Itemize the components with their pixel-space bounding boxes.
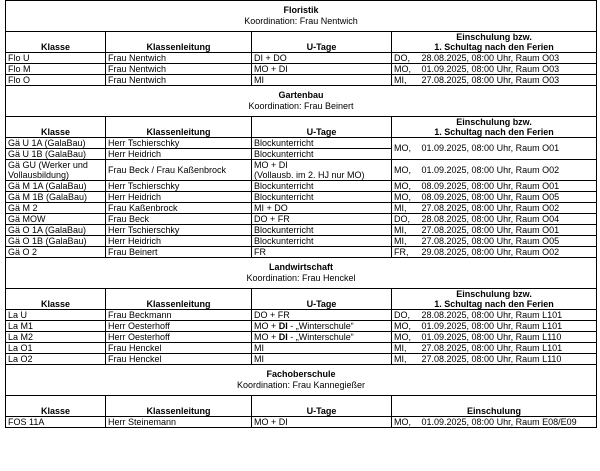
cell-klasse: Gä O 1B (GalaBau) xyxy=(6,236,106,247)
cell-weekday-merged: MO, xyxy=(392,138,420,160)
cell-date: 27.08.2025, 08:00 Uhr, Raum L110 xyxy=(420,354,597,365)
cell-date: 27.08.2025, 08:00 Uhr, Raum L101 xyxy=(420,343,597,354)
cell-utage: FR xyxy=(252,247,392,258)
cell-klasse: La M2 xyxy=(6,332,106,343)
header-klasse: Klasse xyxy=(6,289,106,310)
cell-klasse xyxy=(6,160,106,181)
header-klasse: Klasse xyxy=(6,32,106,53)
cell-weekday: MI, xyxy=(392,203,420,214)
cell-klasse: Gä U 1B (GalaBau) xyxy=(6,149,106,160)
cell-weekday: MO, xyxy=(392,181,420,192)
section-coordination: Koordination: Frau Henckel xyxy=(246,273,356,283)
cell-date: 27.08.2025, 08:00 Uhr, Raum O02 xyxy=(420,203,597,214)
section-title: Gartenbau xyxy=(278,90,324,100)
section-title: Floristik xyxy=(283,5,319,15)
cell-date: 28.08.2025, 08:00 Uhr, Raum O03 xyxy=(420,53,597,64)
cell-klasse: Flo U xyxy=(6,53,106,64)
table-row xyxy=(6,225,597,236)
cell-utage: MI xyxy=(252,343,392,354)
cell-klassenleitung: Herr Tschierschky xyxy=(106,181,252,192)
cell-date: 01.09.2025, 08:00 Uhr, Raum L101 xyxy=(420,321,597,332)
header-einschulung-line1: Einschulung bzw. xyxy=(456,117,532,127)
cell-klassenleitung: Frau Beck xyxy=(106,214,252,225)
cell-weekday: MI, xyxy=(392,75,420,86)
cell-utage: Blockunterricht xyxy=(252,225,392,236)
section-title-cell xyxy=(6,1,597,32)
cell-utage-bold: DI xyxy=(278,320,288,331)
column-header-row xyxy=(6,32,597,53)
table-row xyxy=(6,343,597,354)
cell-date: 01.09.2025, 08:00 Uhr, Raum E08/E09 xyxy=(420,417,597,428)
cell-weekday: MO, xyxy=(392,321,420,332)
table-row xyxy=(6,417,597,428)
cell-weekday: DO, xyxy=(392,53,420,64)
table-row xyxy=(6,321,597,332)
cell-klasse: La M1 xyxy=(6,321,106,332)
cell-utage-pre: MO + xyxy=(254,320,279,331)
cell-weekday: MI, xyxy=(392,354,420,365)
header-utage: U-Tage xyxy=(252,32,392,53)
cell-weekday: DO, xyxy=(392,214,420,225)
section-header-fachoberschule xyxy=(6,365,597,396)
cell-date: 27.08.2025, 08:00 Uhr, Raum O03 xyxy=(420,75,597,86)
cell-klassenleitung: Herr Oesterhoff xyxy=(106,332,252,343)
table-row xyxy=(6,64,597,75)
cell-weekday: FR, xyxy=(392,247,420,258)
header-einschulung-line2: 1. Schultag nach den Ferien xyxy=(434,299,554,309)
cell-klasse-line1: Gä GU (Werker und xyxy=(8,160,88,170)
cell-klassenleitung: Frau Nentwich xyxy=(106,53,252,64)
header-einschulung-line2: 1. Schultag nach den Ferien xyxy=(434,127,554,137)
table-row xyxy=(6,53,597,64)
section-coordination: Koordination: Frau Beinert xyxy=(248,101,354,111)
section-header-gartenbau xyxy=(6,86,597,117)
section-title-cell xyxy=(6,258,597,289)
cell-weekday: MI, xyxy=(392,225,420,236)
cell-klasse: La O1 xyxy=(6,343,106,354)
document-page xyxy=(5,0,596,428)
table-row xyxy=(6,75,597,86)
cell-utage: Blockunterricht xyxy=(252,192,392,203)
cell-klasse: Gä M 2 xyxy=(6,203,106,214)
section-title-cell xyxy=(6,365,597,396)
table-row xyxy=(6,332,597,343)
table-row xyxy=(6,138,597,149)
cell-utage: Blockunterricht xyxy=(252,236,392,247)
section-header-floristik xyxy=(6,1,597,32)
header-klassenleitung: Klassenleitung xyxy=(106,117,252,138)
cell-klassenleitung: Frau Kaßenbrock xyxy=(106,203,252,214)
cell-date: 01.09.2025, 08:00 Uhr, Raum O03 xyxy=(420,64,597,75)
cell-utage-line1: MO + DI xyxy=(254,160,288,170)
column-header-row xyxy=(6,396,597,417)
cell-klassenleitung: Frau Beckmann xyxy=(106,310,252,321)
header-einschulung: Einschulung xyxy=(392,396,597,417)
cell-utage xyxy=(252,160,392,181)
table-row xyxy=(6,354,597,365)
cell-klasse: Flo M xyxy=(6,64,106,75)
cell-utage-bold: DI xyxy=(278,331,288,342)
cell-weekday: MI, xyxy=(392,236,420,247)
section-title-cell xyxy=(6,86,597,117)
cell-utage: DO + FR xyxy=(252,214,392,225)
header-utage: U-Tage xyxy=(252,396,392,417)
cell-klassenleitung: Herr Steinemann xyxy=(106,417,252,428)
cell-utage: MO + DI xyxy=(252,417,392,428)
table-row xyxy=(6,181,597,192)
header-klasse: Klasse xyxy=(6,117,106,138)
header-klassenleitung: Klassenleitung xyxy=(106,32,252,53)
cell-klassenleitung: Herr Heidrich xyxy=(106,192,252,203)
cell-klassenleitung: Frau Henckel xyxy=(106,354,252,365)
column-header-row xyxy=(6,117,597,138)
section-header-landwirtschaft xyxy=(6,258,597,289)
cell-klassenleitung: Herr Tschierschky xyxy=(106,225,252,236)
schedule-table xyxy=(5,0,597,428)
cell-weekday: MI, xyxy=(392,343,420,354)
cell-date: 28.08.2025, 08:00 Uhr, Raum O04 xyxy=(420,214,597,225)
header-einschulung-line1: Einschulung bzw. xyxy=(456,289,532,299)
cell-utage: MI xyxy=(252,354,392,365)
cell-klassenleitung: Frau Nentwich xyxy=(106,64,252,75)
cell-klasse: Gä M 1B (GalaBau) xyxy=(6,192,106,203)
header-einschulung-line1: Einschulung bzw. xyxy=(456,32,532,42)
header-einschulung xyxy=(392,117,597,138)
cell-klassenleitung: Herr Heidrich xyxy=(106,149,252,160)
cell-utage xyxy=(252,321,392,332)
cell-utage: Blockunterricht xyxy=(252,138,392,149)
cell-utage: Blockunterricht xyxy=(252,149,392,160)
cell-klassenleitung: Herr Oesterhoff xyxy=(106,321,252,332)
cell-date: 27.08.2025, 08:00 Uhr, Raum O01 xyxy=(420,225,597,236)
cell-utage: DO + FR xyxy=(252,310,392,321)
column-header-row xyxy=(6,289,597,310)
cell-utage: Blockunterricht xyxy=(252,181,392,192)
cell-utage: MO + DI xyxy=(252,64,392,75)
cell-date: 01.09.2025, 08:00 Uhr, Raum L110 xyxy=(420,332,597,343)
cell-date: 08.09.2025, 08:00 Uhr, Raum O05 xyxy=(420,192,597,203)
cell-klasse: La O2 xyxy=(6,354,106,365)
cell-utage-post: - „Winterschule“ xyxy=(287,320,354,331)
header-einschulung xyxy=(392,32,597,53)
cell-klasse: FOS 11A xyxy=(6,417,106,428)
cell-weekday: MO, xyxy=(392,64,420,75)
cell-klasse: Gä M 1A (GalaBau) xyxy=(6,181,106,192)
section-title: Fachoberschule xyxy=(266,369,336,379)
cell-utage-line2: (Vollausb. im 2. HJ nur MO) xyxy=(254,170,365,180)
cell-utage: MI xyxy=(252,75,392,86)
cell-klasse-line2: Vollausbildung) xyxy=(8,170,70,180)
cell-klasse: Gä U 1A (GalaBau) xyxy=(6,138,106,149)
table-row xyxy=(6,192,597,203)
cell-date-merged: 01.09.2025, 08:00 Uhr, Raum O01 xyxy=(420,138,597,160)
header-klassenleitung: Klassenleitung xyxy=(106,289,252,310)
cell-date: 28.08.2025, 08:00 Uhr, Raum L101 xyxy=(420,310,597,321)
table-row xyxy=(6,236,597,247)
cell-klasse: Flo O xyxy=(6,75,106,86)
cell-klassenleitung: Frau Henckel xyxy=(106,343,252,354)
cell-utage-pre: MO + xyxy=(254,331,279,342)
table-row xyxy=(6,160,597,181)
cell-weekday: MO, xyxy=(392,192,420,203)
cell-date: 08.09.2025, 08:00 Uhr, Raum O01 xyxy=(420,181,597,192)
header-einschulung-line2: 1. Schultag nach den Ferien xyxy=(434,42,554,52)
cell-weekday: MO, xyxy=(392,417,420,428)
cell-utage xyxy=(252,332,392,343)
cell-weekday: MO, xyxy=(392,160,420,181)
cell-klasse: Gä MOW xyxy=(6,214,106,225)
cell-klasse: Gä O 2 xyxy=(6,247,106,258)
table-row xyxy=(6,214,597,225)
cell-klasse: Gä O 1A (GalaBau) xyxy=(6,225,106,236)
cell-klassenleitung: Frau Beck / Frau Kaßenbrock xyxy=(106,160,252,181)
cell-weekday: MO, xyxy=(392,332,420,343)
cell-klasse: La U xyxy=(6,310,106,321)
cell-utage: MI + DO xyxy=(252,203,392,214)
section-coordination: Koordination: Frau Nentwich xyxy=(244,16,358,26)
cell-klassenleitung: Frau Nentwich xyxy=(106,75,252,86)
cell-weekday: DO, xyxy=(392,310,420,321)
section-title: Landwirtschaft xyxy=(269,262,334,272)
cell-date: 27.08.2025, 08:00 Uhr, Raum O05 xyxy=(420,236,597,247)
header-utage: U-Tage xyxy=(252,289,392,310)
header-klasse: Klasse xyxy=(6,396,106,417)
cell-utage: DI + DO xyxy=(252,53,392,64)
header-klassenleitung: Klassenleitung xyxy=(106,396,252,417)
cell-klassenleitung: Herr Tschierschky xyxy=(106,138,252,149)
table-row xyxy=(6,203,597,214)
cell-date: 29.08.2025, 08:00 Uhr, Raum O02 xyxy=(420,247,597,258)
table-row xyxy=(6,247,597,258)
cell-utage-post: - „Winterschule“ xyxy=(287,331,354,342)
header-einschulung xyxy=(392,289,597,310)
cell-klassenleitung: Frau Beinert xyxy=(106,247,252,258)
section-coordination: Koordination: Frau Kannegießer xyxy=(236,380,366,390)
table-row xyxy=(6,310,597,321)
cell-date: 01.09.2025, 08:00 Uhr, Raum O02 xyxy=(420,160,597,181)
header-utage: U-Tage xyxy=(252,117,392,138)
cell-klassenleitung: Herr Heidrich xyxy=(106,236,252,247)
